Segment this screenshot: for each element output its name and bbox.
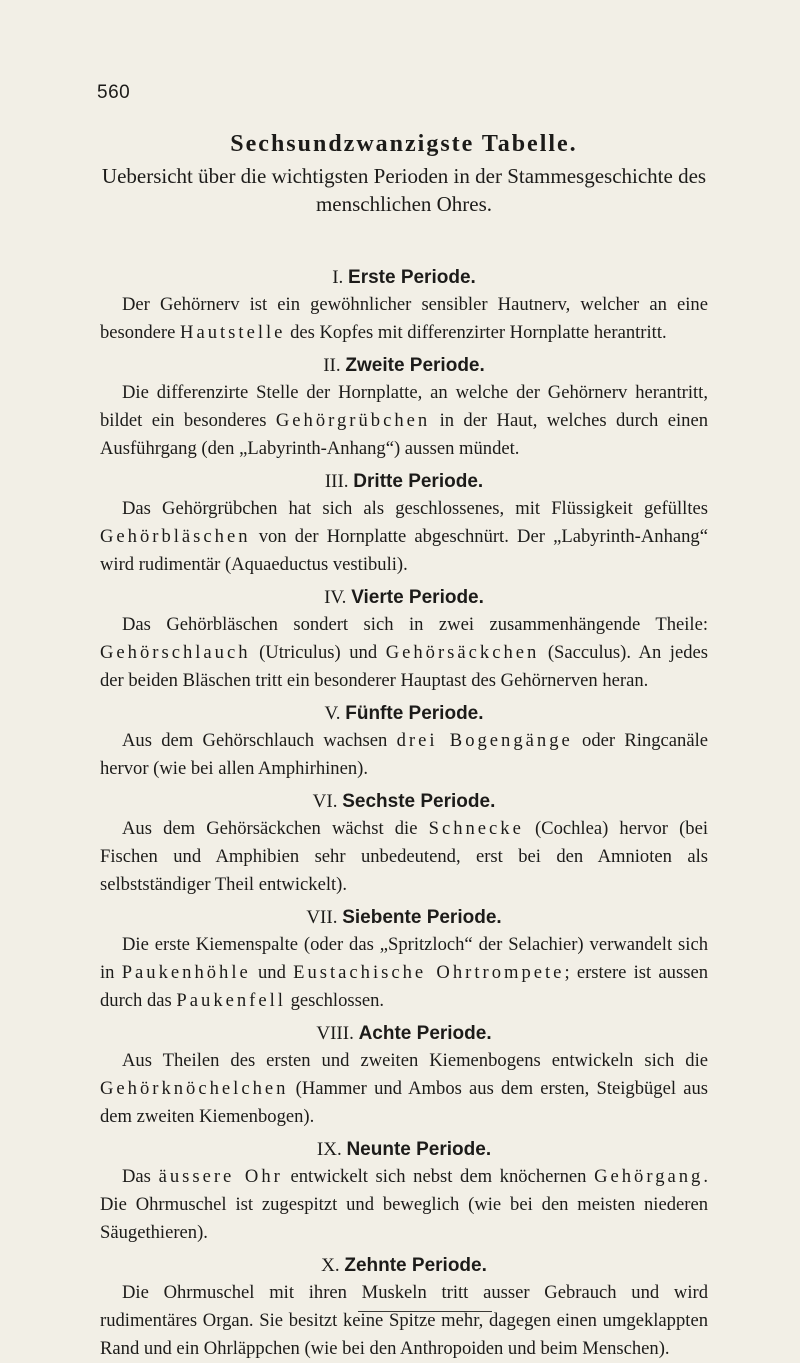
spaced-term: Paukenfell bbox=[176, 990, 286, 1011]
period-section bbox=[100, 1136, 708, 1247]
text-run: des Kopfes mit differenzirter Hornplatte herantritt. bbox=[285, 322, 667, 343]
spaced-term: Eustachische Ohrtrompete bbox=[293, 962, 565, 983]
period-section bbox=[100, 1252, 708, 1363]
period-numeral: X. bbox=[321, 1255, 340, 1276]
period-section bbox=[100, 584, 708, 695]
period-section bbox=[100, 264, 708, 347]
text-run: Das Gehörbläschen sondert sich in zwei zusammenhängende Theile: bbox=[122, 614, 708, 635]
period-numeral: II. bbox=[323, 355, 341, 376]
period-section bbox=[100, 904, 708, 1015]
text-run: in der Haut, welches durch einen Ausführgang (den „Labyrinth-Anhang“) aussen mündet. bbox=[100, 410, 709, 459]
page-content bbox=[100, 130, 708, 1363]
spaced-term: Hautstelle bbox=[180, 322, 286, 343]
period-heading bbox=[100, 1136, 708, 1163]
period-numeral: VII. bbox=[306, 907, 338, 928]
period-name: Siebente Periode. bbox=[342, 907, 502, 928]
period-heading bbox=[100, 468, 708, 495]
period-heading bbox=[100, 788, 708, 815]
period-name: Neunte Periode. bbox=[346, 1139, 492, 1160]
period-numeral: IV. bbox=[324, 587, 347, 608]
text-run: (Hammer und Ambos aus dem ersten, Steigbügel aus dem zweiten Kiemenbogen). bbox=[100, 1078, 708, 1127]
period-section bbox=[100, 788, 708, 899]
page-number: 560 bbox=[97, 82, 131, 103]
period-section bbox=[100, 468, 708, 579]
period-heading bbox=[100, 264, 708, 291]
period-description bbox=[100, 931, 708, 1015]
text-run: entwickelt sich nebst dem knöchernen bbox=[282, 1166, 595, 1187]
spaced-term: Gehörknöchelchen bbox=[100, 1078, 289, 1099]
text-run: . Die Ohrmuschel ist zugespitzt und beweglich (wie bei den meisten niederen Säugethieren). bbox=[100, 1166, 708, 1243]
period-description bbox=[100, 611, 708, 695]
period-section bbox=[100, 352, 708, 463]
period-description bbox=[100, 1163, 708, 1247]
period-heading bbox=[100, 584, 708, 611]
text-run: (Cochlea) hervor (bei Fischen und Amphibien sehr unbedeutend, erst bei den Amnioten als selbstständiger Theil entwickelt). bbox=[100, 818, 709, 895]
period-numeral: IX. bbox=[316, 1139, 342, 1160]
period-name: Zweite Periode. bbox=[345, 355, 485, 376]
spaced-term: Gehörschlauch bbox=[100, 642, 251, 663]
period-description bbox=[100, 379, 708, 463]
spaced-term: Gehörsäckchen bbox=[385, 642, 540, 663]
table-title: Sechsundzwanzigste Tabelle. bbox=[230, 131, 578, 157]
spaced-term: Gehörgang bbox=[594, 1166, 704, 1187]
text-run: Aus dem Gehörschlauch wachsen bbox=[122, 730, 397, 751]
text-run: (Utriculus) und bbox=[250, 642, 386, 663]
spaced-term: Gehörbläschen bbox=[100, 526, 251, 547]
period-description bbox=[100, 291, 708, 347]
text-run: von der Hornplatte abgeschnürt. Der „Labyrinth-Anhang“ wird rudimentär (Aquaeductus vestibuli). bbox=[100, 526, 708, 575]
text-run: Aus dem Gehörsäckchen wächst die bbox=[122, 818, 429, 839]
period-name: Dritte Periode. bbox=[353, 471, 484, 492]
period-list bbox=[100, 264, 708, 1363]
text-run: Die erste Kiemenspalte (oder das „Spritzloch“ der Selachier) verwandelt sich in bbox=[100, 934, 708, 983]
period-numeral: V. bbox=[324, 703, 341, 724]
period-name: Achte Periode. bbox=[358, 1023, 492, 1044]
period-numeral: III. bbox=[324, 471, 349, 492]
period-name: Vierte Periode. bbox=[351, 587, 484, 608]
text-run: ; erstere ist aussen durch das bbox=[100, 962, 708, 1011]
text-run: Aus Theilen des ersten und zweiten Kiemenbogens entwickeln sich die bbox=[122, 1050, 708, 1071]
period-heading bbox=[100, 1252, 708, 1279]
text-run: geschlossen. bbox=[285, 990, 385, 1011]
spaced-term: äussere Ohr bbox=[158, 1166, 283, 1187]
period-description bbox=[100, 1047, 708, 1131]
spaced-term: Schnecke bbox=[428, 818, 524, 839]
text-run: Der Gehörnerv ist ein gewöhnlicher sensibler Hautnerv, welcher an eine besondere bbox=[100, 294, 708, 343]
spaced-term: Paukenhöhle bbox=[121, 962, 251, 983]
period-description bbox=[100, 727, 708, 783]
period-section bbox=[100, 1020, 708, 1131]
period-name: Erste Periode. bbox=[348, 267, 476, 288]
text-run: Die Ohrmuschel mit ihren Muskeln tritt ausser Gebrauch und wird rudimentäres Organ. Sie besitzt keine Spitze mehr, dagegen einen umgeklappten Rand und ein Ohrläppchen (wie bei den Anthropoiden und beim Menschen). bbox=[100, 1282, 708, 1359]
period-heading bbox=[100, 352, 708, 379]
period-heading bbox=[100, 904, 708, 931]
period-name: Zehnte Periode. bbox=[344, 1255, 487, 1276]
text-run: Das Gehörgrübchen hat sich als geschlossenes, mit Flüssigkeit gefülltes bbox=[122, 498, 708, 519]
period-numeral: VI. bbox=[312, 791, 338, 812]
period-name: Fünfte Periode. bbox=[345, 703, 484, 724]
spaced-term: Gehörgrübchen bbox=[275, 410, 431, 431]
text-run: Das bbox=[122, 1166, 159, 1187]
end-rule bbox=[358, 1311, 492, 1312]
text-run: oder Ringcanäle hervor (wie bei allen Amphirhinen). bbox=[100, 730, 708, 779]
table-subtitle: Uebersicht über die wichtigsten Perioden in der Stammesgeschichte des menschlichen Ohres. bbox=[101, 164, 707, 216]
spaced-term: drei Bogengänge bbox=[396, 730, 573, 751]
text-run: (Sacculus). An jedes der beiden Bläschen tritt ein besonderer Hauptast des Gehörnerven heran. bbox=[100, 642, 708, 691]
period-numeral: I. bbox=[332, 267, 344, 288]
period-name: Sechste Periode. bbox=[342, 791, 496, 812]
period-section bbox=[100, 700, 708, 783]
period-description bbox=[100, 1279, 708, 1363]
text-run: Die differenzirte Stelle der Hornplatte, an welche der Gehörnerv herantritt, bildet ein besonderes bbox=[100, 382, 708, 431]
period-description bbox=[100, 495, 708, 579]
text-run: und bbox=[250, 962, 294, 983]
period-description bbox=[100, 815, 708, 899]
period-heading bbox=[100, 1020, 708, 1047]
period-heading bbox=[100, 700, 708, 727]
period-numeral: VIII. bbox=[316, 1023, 354, 1044]
